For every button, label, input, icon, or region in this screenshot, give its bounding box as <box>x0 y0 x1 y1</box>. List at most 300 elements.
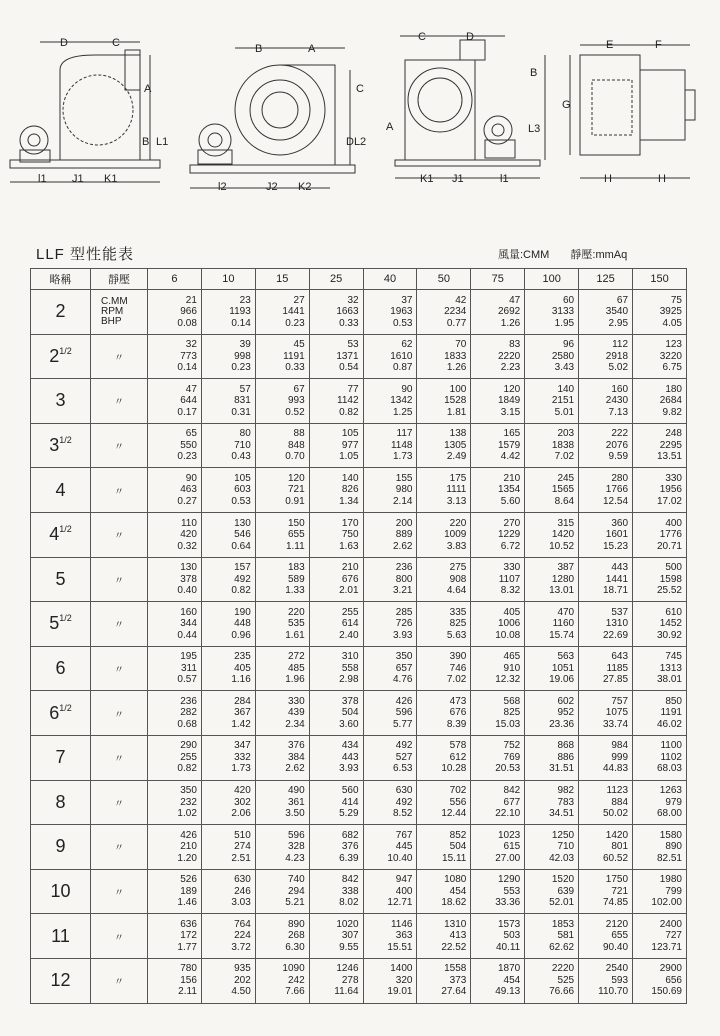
data-cell <box>525 914 579 959</box>
rpm-value: 363 <box>395 930 413 942</box>
cmm-value: 852 <box>449 829 467 841</box>
data-cell <box>255 869 309 914</box>
data-cell <box>525 869 579 914</box>
rpm-value: 454 <box>503 974 521 986</box>
data-cell <box>148 602 202 647</box>
cmm-value: 702 <box>449 785 467 797</box>
rpm-value: 1107 <box>498 573 521 585</box>
rpm-value: 2295 <box>659 439 682 451</box>
cmm-value: 100 <box>449 383 467 395</box>
rpm-value: 2430 <box>605 395 629 407</box>
dim-label: A <box>386 121 394 133</box>
bhp-value: 12.54 <box>602 495 629 507</box>
bhp-value: 8.39 <box>446 718 467 730</box>
model-value: 4 <box>49 524 60 545</box>
cmm-value: 150 <box>287 517 305 529</box>
data-cell <box>579 825 633 870</box>
cmm-value: 500 <box>665 562 682 574</box>
rpm-value: 546 <box>234 529 251 541</box>
bhp-value: 0.14 <box>231 317 251 329</box>
rpm-value: 1191 <box>660 707 682 719</box>
bhp-value: 31.51 <box>549 763 575 775</box>
cmm-value: 275 <box>449 562 467 574</box>
model-value: 7 <box>55 747 66 768</box>
data-cell <box>471 646 525 691</box>
cmm-value: 23 <box>239 294 251 306</box>
bhp-value: 82.51 <box>656 852 682 864</box>
data-cell <box>633 334 687 379</box>
bhp-value: 150.69 <box>651 986 682 998</box>
rpm-value: 831 <box>234 395 251 407</box>
bhp-value: 0.43 <box>231 451 251 463</box>
data-cell <box>309 290 363 335</box>
cmm-value: 630 <box>395 785 413 797</box>
bhp-value: 3.83 <box>446 540 467 552</box>
rpm-value: 1565 <box>551 484 575 496</box>
bhp-value: 1.20 <box>177 852 197 864</box>
cmm-value: 272 <box>287 651 305 663</box>
rpm-value: 278 <box>341 974 359 986</box>
cmm-value: 280 <box>611 472 629 484</box>
data-cell <box>309 334 363 379</box>
data-cell <box>363 958 417 1003</box>
data-cell <box>525 735 579 780</box>
rpm-value: 1849 <box>497 395 521 407</box>
bhp-value: 7.02 <box>446 674 467 686</box>
cmm-value: 37 <box>401 294 413 306</box>
metric-label: RPM <box>101 305 124 317</box>
model-fraction: 1/2 <box>59 702 72 713</box>
model-value: 6 <box>55 658 66 679</box>
bhp-value: 49.13 <box>495 986 521 998</box>
data-cell <box>417 825 471 870</box>
data-cell <box>148 379 202 424</box>
table-row <box>31 735 687 780</box>
data-cell <box>633 691 687 736</box>
diagram-side-view-2 <box>190 48 355 188</box>
data-cell <box>471 334 525 379</box>
data-cell <box>633 646 687 691</box>
data-cell <box>201 958 255 1003</box>
dim-label: L1 <box>156 136 169 148</box>
rpm-value: 1111 <box>446 484 467 496</box>
cmm-value: 138 <box>449 428 467 440</box>
bhp-value: 8.02 <box>339 897 359 909</box>
data-cell <box>471 958 525 1003</box>
data-cell <box>579 557 633 602</box>
pressure-label-cell <box>91 914 148 959</box>
model-cell <box>31 869 91 914</box>
bhp-value: 3.50 <box>285 808 305 820</box>
cmm-value: 1023 <box>497 829 521 841</box>
data-cell <box>201 334 255 379</box>
cmm-value: 315 <box>557 517 575 529</box>
cmm-value: 390 <box>449 651 467 663</box>
rpm-value: 1441 <box>605 573 629 585</box>
rpm-value: 463 <box>180 484 197 496</box>
bhp-value: 15.74 <box>549 629 575 641</box>
table-row <box>31 423 687 468</box>
bhp-value: 2.62 <box>285 763 305 775</box>
rpm-value: 1148 <box>390 439 413 451</box>
data-cell <box>201 780 255 825</box>
model-cell <box>31 379 91 424</box>
rpm-value: 726 <box>395 618 413 630</box>
data-cell <box>579 334 633 379</box>
header-row <box>31 269 687 290</box>
rpm-value: 655 <box>611 930 629 942</box>
data-cell <box>417 869 471 914</box>
cmm-value: 290 <box>180 740 197 752</box>
bhp-value: 44.83 <box>602 763 629 775</box>
data-cell <box>633 557 687 602</box>
cmm-value: 465 <box>503 651 521 663</box>
cmm-value: 47 <box>509 294 521 306</box>
bhp-value: 34.51 <box>549 808 575 820</box>
cmm-value: 752 <box>503 740 521 752</box>
model-value: 6 <box>49 702 60 723</box>
cmm-value: 1853 <box>551 918 575 930</box>
bhp-value: 0.40 <box>177 585 197 597</box>
cmm-value: 2900 <box>659 963 682 975</box>
bhp-value: 60.52 <box>602 852 629 864</box>
data-cell <box>201 290 255 335</box>
model-value: 12 <box>50 970 71 991</box>
cmm-value: 183 <box>287 562 305 574</box>
diagram-side-view-1 <box>10 42 160 182</box>
rpm-value: 581 <box>557 930 575 942</box>
rpm-value: 979 <box>665 796 682 808</box>
rpm-value: 1102 <box>660 751 682 763</box>
data-cell <box>633 735 687 780</box>
dim-label: l1 <box>500 173 509 185</box>
cmm-value: 764 <box>234 918 251 930</box>
bhp-value: 33.36 <box>495 897 521 909</box>
cmm-value: 2540 <box>605 963 629 975</box>
bhp-value: 1.05 <box>339 451 359 463</box>
bhp-value: 0.91 <box>285 495 305 507</box>
bhp-value: 68.03 <box>656 763 682 775</box>
data-cell <box>201 423 255 468</box>
cmm-value: 130 <box>234 517 251 529</box>
rpm-value: 886 <box>557 751 575 763</box>
rpm-value: 443 <box>341 751 359 763</box>
rpm-value: 454 <box>449 885 467 897</box>
bhp-value: 52.01 <box>549 897 575 909</box>
bhp-value: 0.33 <box>339 317 359 329</box>
data-cell <box>471 423 525 468</box>
rpm-value: 376 <box>341 841 359 853</box>
table-row <box>31 290 687 335</box>
table-row <box>31 780 687 825</box>
cmm-value: 636 <box>180 918 197 930</box>
rpm-value: 210 <box>180 841 197 853</box>
rpm-value: 361 <box>287 796 305 808</box>
bhp-value: 6.75 <box>662 362 682 374</box>
rpm-value: 750 <box>341 529 359 541</box>
cmm-value: 195 <box>180 651 197 663</box>
pressure-label-cell <box>91 512 148 557</box>
data-cell <box>201 914 255 959</box>
bhp-value: 19.06 <box>549 674 575 686</box>
bhp-value: 33.74 <box>602 718 629 730</box>
rpm-value: 1313 <box>659 662 682 674</box>
rpm-value: 2692 <box>497 306 521 318</box>
cmm-value: 70 <box>455 339 467 351</box>
rpm-value: 282 <box>180 707 197 719</box>
rpm-value: 384 <box>287 751 305 763</box>
data-cell <box>148 914 202 959</box>
cmm-value: 210 <box>341 562 359 574</box>
cmm-value: 350 <box>180 785 197 797</box>
data-cell <box>201 468 255 513</box>
data-cell <box>417 914 471 959</box>
units-legend <box>498 246 645 262</box>
rpm-value: 952 <box>557 707 575 719</box>
cmm-value: 376 <box>287 740 305 752</box>
rpm-value: 1601 <box>605 529 629 541</box>
bhp-value: 4.42 <box>500 451 521 463</box>
bhp-value: 18.71 <box>602 585 629 597</box>
rpm-value: 503 <box>503 930 521 942</box>
cmm-value: 510 <box>234 829 251 841</box>
cmm-value: 310 <box>341 651 359 663</box>
pressure-label-cell <box>91 780 148 825</box>
data-cell <box>201 869 255 914</box>
bhp-value: 102.00 <box>651 897 682 909</box>
rpm-value: 966 <box>180 306 197 318</box>
bhp-value: 0.82 <box>177 763 197 775</box>
model-cell <box>31 512 91 557</box>
cmm-value: 88 <box>293 428 305 440</box>
bhp-value: 5.02 <box>608 362 629 374</box>
cmm-value: 1420 <box>605 829 629 841</box>
data-cell <box>309 423 363 468</box>
bhp-value: 0.68 <box>177 718 197 730</box>
dim-label: B <box>142 136 150 148</box>
cmm-value: 62 <box>401 339 413 351</box>
cmm-value: 165 <box>503 428 521 440</box>
pressure-header: 靜壓 <box>91 269 148 290</box>
rpm-value: 320 <box>395 974 413 986</box>
cmm-value: 45 <box>293 339 305 351</box>
dim-label: J1 <box>72 173 84 185</box>
bhp-value: 4.64 <box>446 585 467 597</box>
bhp-value: 0.87 <box>392 362 413 374</box>
cmm-value: 27 <box>293 294 305 306</box>
data-cell <box>255 914 309 959</box>
bhp-value: 1.77 <box>177 941 197 953</box>
ditto-mark: 〃 <box>114 843 124 855</box>
bhp-value: 4.50 <box>231 986 251 998</box>
bhp-value: 3.72 <box>231 941 251 953</box>
data-cell <box>363 646 417 691</box>
data-cell <box>471 468 525 513</box>
rpm-value: 307 <box>341 930 359 942</box>
rpm-value: 1191 <box>283 350 305 362</box>
bhp-value: 2.95 <box>608 317 629 329</box>
ditto-mark: 〃 <box>114 754 124 766</box>
cmm-value: 757 <box>611 695 629 707</box>
ditto-mark: 〃 <box>114 486 124 498</box>
bhp-value: 90.40 <box>602 941 629 953</box>
cmm-value: 630 <box>234 874 251 886</box>
bhp-value: 11.64 <box>334 986 359 998</box>
bhp-value: 1.95 <box>554 317 575 329</box>
cmm-value: 490 <box>287 785 305 797</box>
data-cell <box>579 914 633 959</box>
data-cell <box>201 735 255 780</box>
cmm-value: 245 <box>557 472 575 484</box>
pressure-label-cell <box>91 468 148 513</box>
rpm-value: 615 <box>503 841 521 853</box>
model-cell <box>31 557 91 602</box>
pressure-label-cell <box>91 646 148 691</box>
data-cell <box>525 958 579 1003</box>
data-cell <box>633 914 687 959</box>
cmm-value: 210 <box>503 472 521 484</box>
data-cell <box>525 646 579 691</box>
cmm-value: 434 <box>341 740 359 752</box>
cmm-value: 1750 <box>605 874 629 886</box>
cmm-value: 1146 <box>390 918 413 930</box>
ditto-mark: 〃 <box>114 665 124 677</box>
model-header: 略稱 <box>31 269 91 290</box>
data-cell <box>148 869 202 914</box>
model-value: 8 <box>55 791 66 812</box>
rpm-value: 826 <box>341 484 359 496</box>
cmm-value: 1580 <box>659 829 682 841</box>
rpm-value: 2580 <box>551 350 575 362</box>
rpm-value: 504 <box>341 707 359 719</box>
table-row <box>31 691 687 736</box>
cmm-value: 682 <box>341 829 359 841</box>
data-cell <box>363 735 417 780</box>
rpm-value: 224 <box>234 930 251 942</box>
model-value: 2 <box>55 301 66 322</box>
rpm-value: 1051 <box>551 662 575 674</box>
data-cell <box>201 825 255 870</box>
bhp-value: 1.33 <box>285 585 305 597</box>
ditto-mark: 〃 <box>114 397 124 409</box>
data-cell <box>363 334 417 379</box>
bhp-value: 0.82 <box>339 406 359 418</box>
table-row <box>31 958 687 1003</box>
bhp-value: 1.81 <box>446 406 467 418</box>
dim-label: B <box>530 67 538 79</box>
bhp-value: 22.69 <box>602 629 629 641</box>
bhp-value: 2.40 <box>339 629 359 641</box>
cmm-value: 175 <box>449 472 467 484</box>
rpm-value: 603 <box>234 484 251 496</box>
data-cell <box>633 468 687 513</box>
model-cell <box>31 334 91 379</box>
bhp-value: 27.00 <box>495 852 521 864</box>
ditto-mark: 〃 <box>114 352 124 364</box>
cmm-value: 32 <box>347 294 359 306</box>
rpm-value: 639 <box>557 885 575 897</box>
cmm-value: 105 <box>341 428 359 440</box>
dim-label: E <box>606 39 614 51</box>
bhp-value: 1.16 <box>231 674 251 686</box>
ditto-mark: 〃 <box>114 709 124 721</box>
data-cell <box>201 691 255 736</box>
data-cell <box>309 958 363 1003</box>
pressure-label-cell <box>91 290 148 335</box>
data-cell <box>363 468 417 513</box>
bhp-value: 6.39 <box>339 852 359 864</box>
cmm-value: 248 <box>665 428 682 440</box>
dim-label: C <box>112 37 120 49</box>
dim-label: D <box>466 31 474 43</box>
rpm-value: 721 <box>611 885 629 897</box>
dim-label: A <box>144 83 152 95</box>
data-cell <box>201 646 255 691</box>
rpm-value: 800 <box>395 573 413 585</box>
bhp-value: 0.32 <box>177 540 197 552</box>
bhp-value: 25.52 <box>656 585 682 597</box>
bhp-value: 0.96 <box>231 629 251 641</box>
cmm-value: 140 <box>557 383 575 395</box>
rpm-value: 328 <box>287 841 305 853</box>
rpm-value: 378 <box>180 573 197 585</box>
data-cell <box>579 958 633 1003</box>
ditto-mark: 〃 <box>114 575 124 587</box>
bhp-value: 3.93 <box>392 629 413 641</box>
model-cell <box>31 780 91 825</box>
bhp-value: 2.62 <box>392 540 413 552</box>
data-cell <box>363 423 417 468</box>
dim-label: B <box>255 43 263 55</box>
data-cell <box>255 557 309 602</box>
bhp-value: 50.02 <box>602 808 629 820</box>
data-cell <box>309 646 363 691</box>
data-cell <box>255 958 309 1003</box>
data-cell <box>255 468 309 513</box>
data-cell <box>309 557 363 602</box>
data-cell <box>525 379 579 424</box>
dim-label: H <box>658 173 666 185</box>
rpm-value: 527 <box>395 751 413 763</box>
rpm-value: 1838 <box>551 439 575 451</box>
bhp-value: 0.44 <box>177 629 197 641</box>
data-cell <box>363 869 417 914</box>
data-cell <box>309 735 363 780</box>
pressure-label-cell <box>91 334 148 379</box>
rpm-value: 999 <box>611 751 629 763</box>
data-cell <box>255 691 309 736</box>
data-cell <box>148 958 202 1003</box>
pressure-label-cell <box>91 825 148 870</box>
data-cell <box>148 423 202 468</box>
data-cell <box>579 869 633 914</box>
data-cell <box>148 512 202 557</box>
data-cell <box>471 290 525 335</box>
cmm-value: 560 <box>341 785 359 797</box>
ditto-mark: 〃 <box>114 977 124 989</box>
cmm-value: 1100 <box>660 740 682 752</box>
model-cell <box>31 423 91 468</box>
cmm-value: 39 <box>239 339 251 351</box>
cmm-value: 270 <box>503 517 521 529</box>
rpm-value: 420 <box>180 529 197 541</box>
cmm-value: 235 <box>234 651 251 663</box>
rpm-value: 614 <box>341 618 359 630</box>
rpm-value: 769 <box>503 751 521 763</box>
data-cell <box>417 735 471 780</box>
pressure-label-cell <box>91 691 148 736</box>
data-cell <box>633 290 687 335</box>
